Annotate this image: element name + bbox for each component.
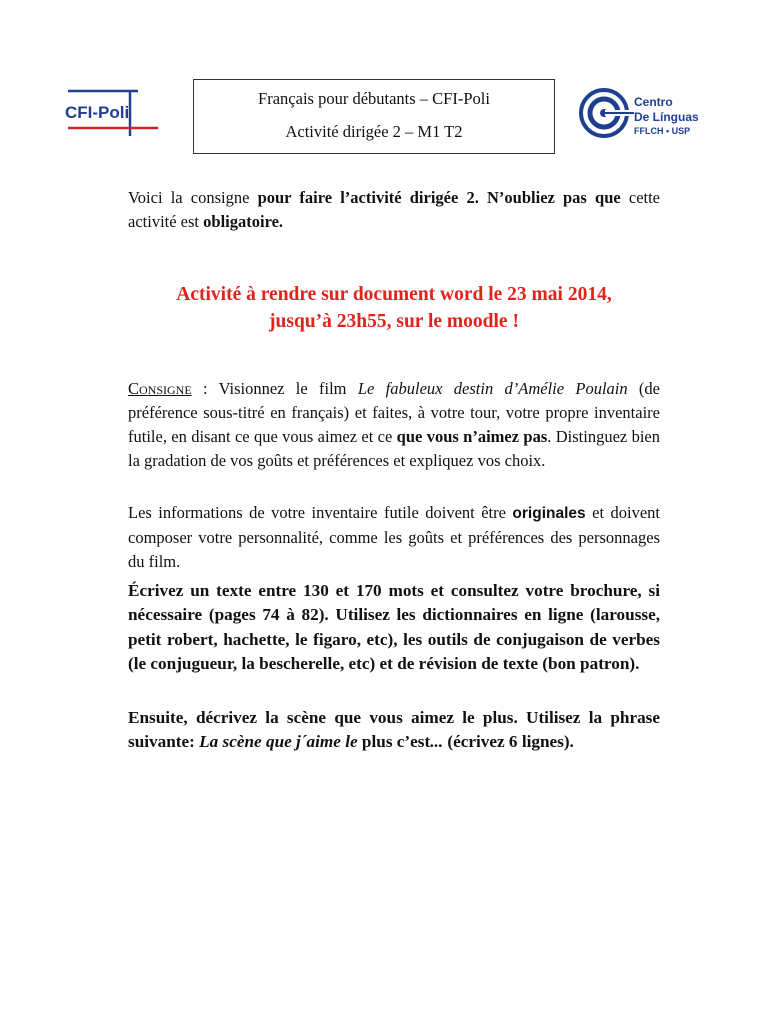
cfi-poli-logo-icon (60, 88, 160, 138)
course-title: Français pour débutants – CFI-Poli (258, 89, 490, 108)
para4-phrase-bold: plus c’est (361, 732, 431, 752)
consigne-text-2: . Distinguez bien la gradation de vos goûts et préférences et expliquez vos choix. (128, 427, 660, 470)
logo-right-line3: FFLCH • USP (634, 126, 691, 136)
para2-text-1: Les informations de votre inventaire futile doivent être (128, 503, 513, 522)
logo-right-line2: De Línguas (634, 110, 699, 124)
consigne-label: Consigne (128, 379, 192, 398)
para2-originales: originales (512, 505, 586, 522)
consigne-text-1: (de préférence sous-titré en français) et faites, à votre tour, votre propre inventaire futile, en disant ce que vous aimez et ce (128, 379, 661, 446)
intro-text-1: Voici la consigne (128, 188, 258, 207)
intro-text-3: cette activité est (128, 188, 661, 231)
logo-right-line1: Centro (634, 95, 673, 109)
para2-text-3: et doivent composer votre personnalité, comme les goûts et préférences des personnages du film. (128, 503, 660, 571)
consigne-text-bold: que vous n’aimez pas (396, 427, 548, 446)
intro-text-2: pour faire l’activité dirigée 2. N’oubliez pas que (257, 188, 621, 207)
para4-phrase-start: La scène que j´aime le (199, 732, 362, 752)
para4-ellipsis: ... (430, 732, 444, 752)
writing-instructions: Écrivez un texte entre 130 et 170 mots et consultez votre brochure, si nécessaire (pages 74 à 82). Utilisez les dictionnaires en ligne (larousse, petit robert, hachette, le figaro, etc), les outils de conjugaison de verbes (le conjugueur, la bescherelle, etc) et de révision de texte (bon patron). (128, 581, 660, 673)
deadline-notice (128, 281, 660, 335)
cfi-poli-logo (60, 88, 160, 138)
deadline-line-2: jusqu’à 23h55, sur le moodle ! (269, 311, 519, 332)
para4-text-1: Ensuite, décrivez la scène que vous aimez le plus. Utilisez la phrase suivante: (128, 708, 660, 752)
activity-title: Activité dirigée 2 – M1 T2 (285, 122, 463, 141)
intro-text-4: obligatoire. (203, 212, 284, 231)
originales-paragraph (128, 501, 660, 574)
centro-de-linguas-logo-icon (578, 86, 699, 141)
deadline-line-1: Activité à rendre sur document word le 23 mai 2014, (176, 284, 612, 305)
title-box (193, 79, 555, 154)
film-title: Le fabuleux destin d’Amélie Poulain (357, 379, 628, 398)
scene-instructions (128, 706, 660, 755)
logo-left-text: CFI-Poli (65, 103, 130, 122)
consigne-sep: : Visionnez le film (191, 379, 358, 398)
centro-de-linguas-logo (578, 86, 699, 141)
intro-paragraph (128, 186, 660, 234)
consigne-paragraph (128, 377, 660, 473)
para4-text-5: (écrivez 6 lignes). (443, 732, 574, 752)
